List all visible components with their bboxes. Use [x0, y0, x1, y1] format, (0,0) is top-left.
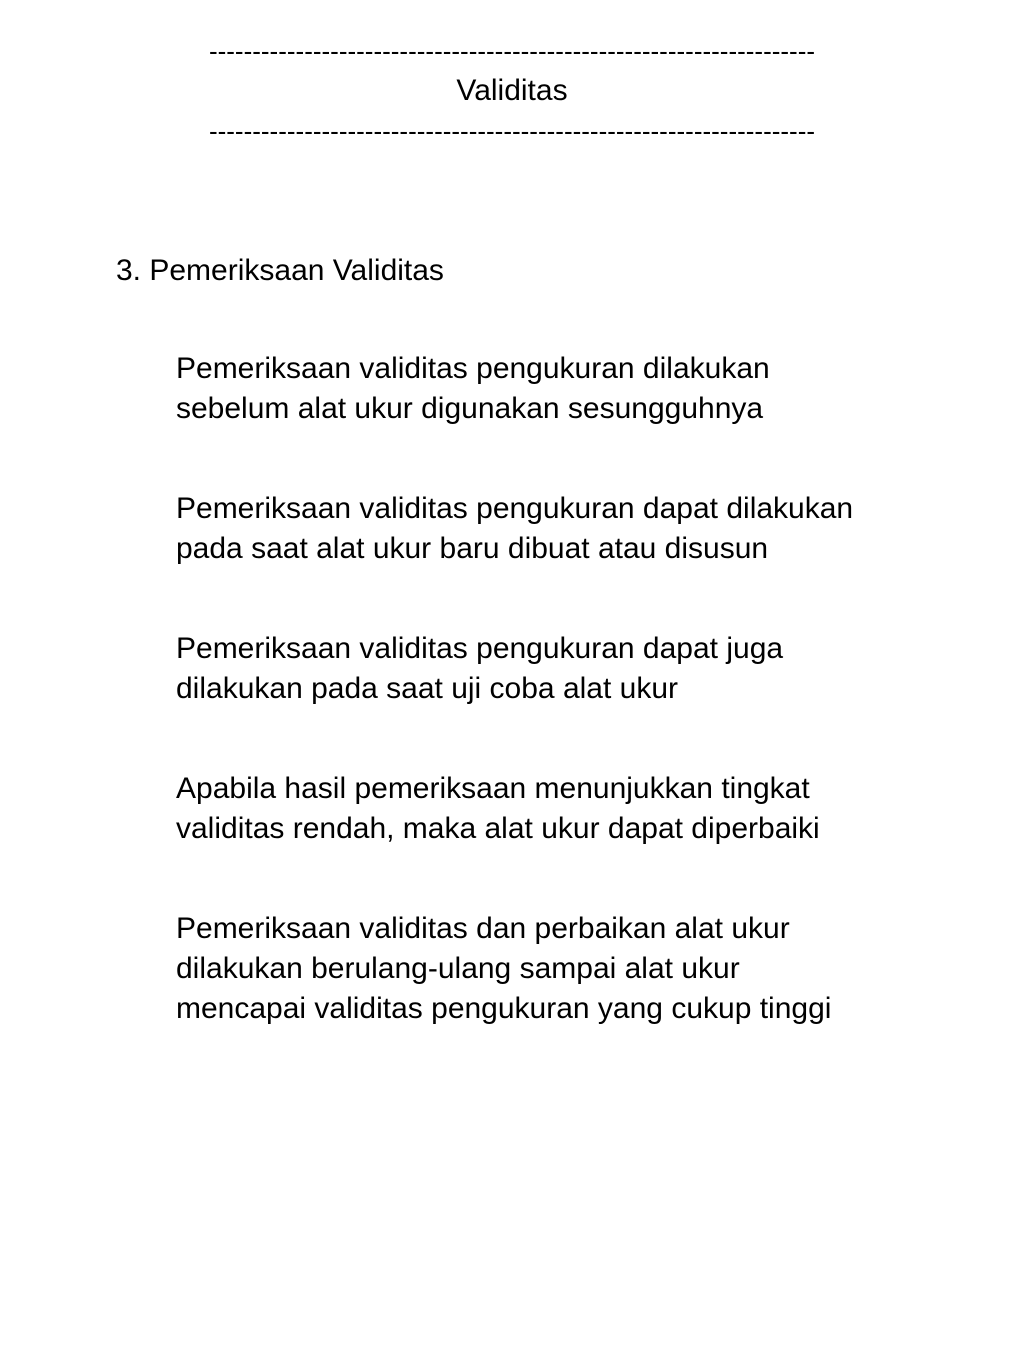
paragraph-line: validitas rendah, maka alat ukur dapat diperbaiki: [176, 812, 820, 845]
paragraph: [176, 909, 976, 1029]
paragraph-line: dilakukan pada saat uji coba alat ukur: [176, 672, 679, 705]
section-heading: 3. Pemeriksaan Validitas: [116, 254, 444, 287]
paragraph: [176, 629, 976, 709]
paragraph-line: sebelum alat ukur digunakan sesungguhnya: [176, 392, 764, 425]
paragraph-line: Apabila hasil pemeriksaan menunjukkan tingkat: [176, 772, 810, 805]
paragraph-line: Pemeriksaan validitas pengukuran dilakukan: [176, 352, 770, 385]
paragraph-line: Pemeriksaan validitas pengukuran dapat dilakukan: [176, 492, 854, 525]
page-title: Validitas: [456, 74, 568, 107]
header-rule-top: ----------------------------------------------------------------------: [208, 36, 816, 66]
paragraph: [176, 349, 976, 429]
paragraph: [176, 769, 976, 849]
paragraph-line: mencapai validitas pengukuran yang cukup tinggi: [176, 992, 832, 1025]
header-rule-bottom: ----------------------------------------------------------------------: [208, 116, 816, 146]
paragraph-line: pada saat alat ukur baru dibuat atau disusun: [176, 532, 769, 565]
paragraph-list: [176, 349, 976, 1089]
paragraph-line: Pemeriksaan validitas pengukuran dapat juga: [176, 632, 784, 665]
paragraph-line: dilakukan berulang-ulang sampai alat ukur: [176, 952, 740, 985]
paragraph-line: Pemeriksaan validitas dan perbaikan alat ukur: [176, 912, 790, 945]
paragraph: [176, 489, 976, 569]
